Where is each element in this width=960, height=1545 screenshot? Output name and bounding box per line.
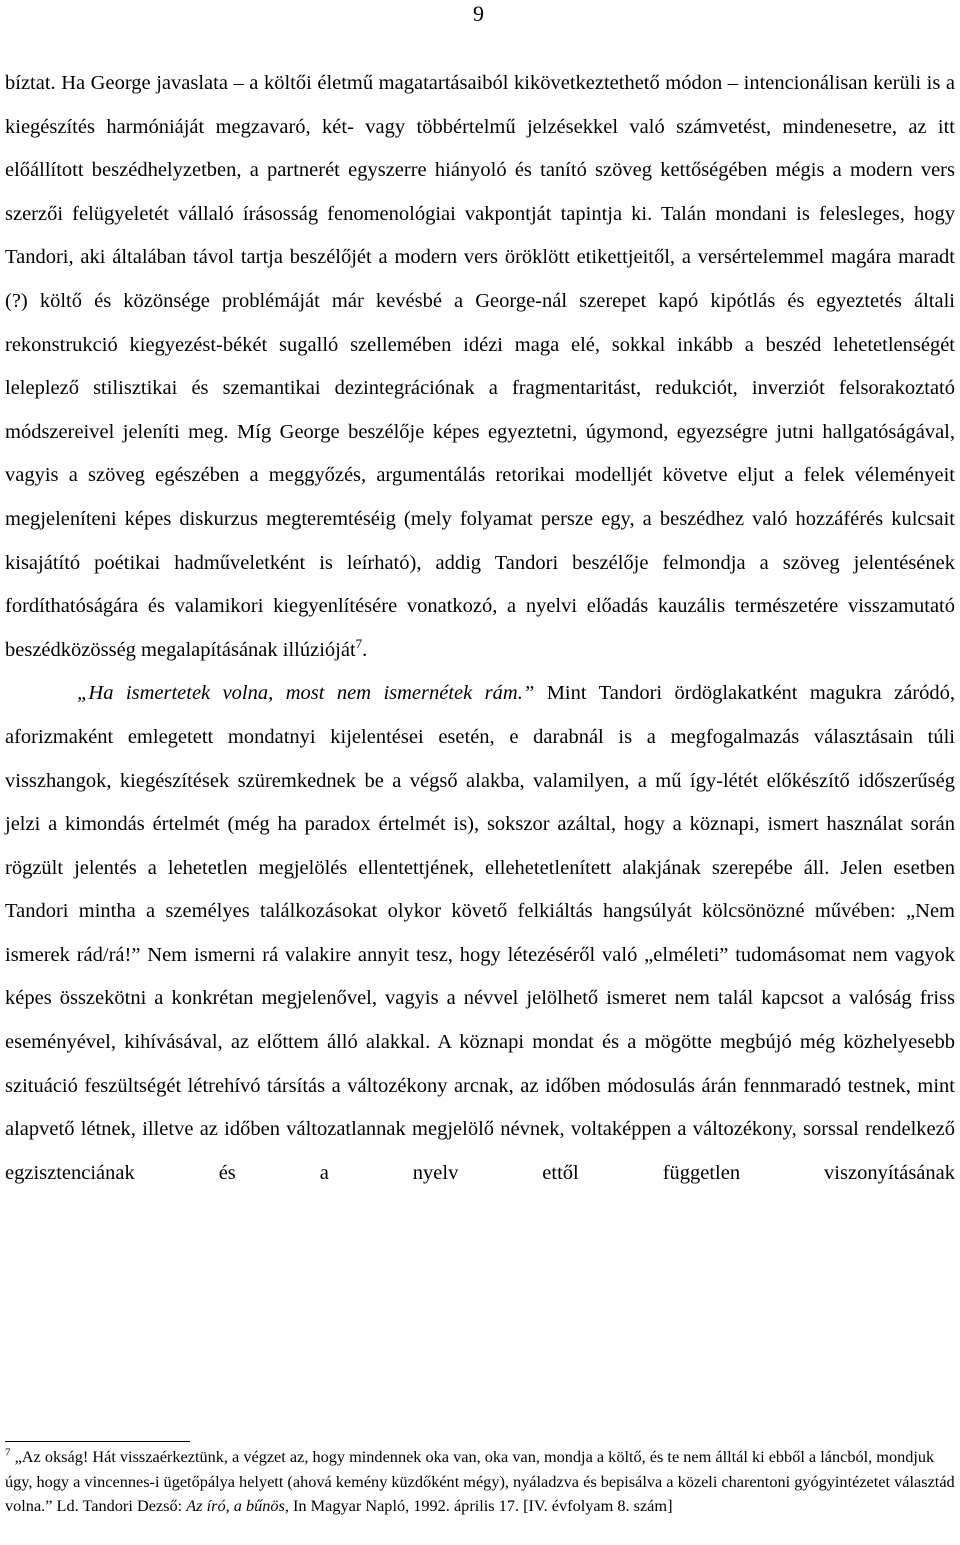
footnote-divider xyxy=(5,1441,190,1442)
quoted-line: „Ha ismertetek volna, most nem ismernétek rám.” xyxy=(77,682,535,705)
main-text xyxy=(5,62,955,1195)
paragraph-2-text: Mint Tandori ördöglakatként magukra záródó, aforizmaként emlegetett mondatnyi kijelentései esetén, e darabnál is a megfogalmazás választásain túli visszhangok, kiegészítések szüremkednek be a végső alakba, valamilyen, a mű így-létét előkészítő időszerűség jelzi a kimondás értelmét (még ha paradox értelmét is), sokszor azáltal, hogy a köznapi, ismert használat során rögzült jelentés a lehetetlen megjelölés ellentettjének, ellehetetlenített alakjának szerepébe áll. Jelen esetben Tandori mintha a személyes találkozásokat olykor követő felkiáltás hangsúlyát kölcsönözné művében: „Nem ismerek rád/rá!” Nem ismerni rá valakire annyit tesz, hogy létezéséről való „elméleti” tudomásomat nem vagyok képes összekötni a konkrétan megjelenővel, vagyis a névvel jelölhető ismeret nem talál kapcsot a valóság friss eseményével, kihívásával, az előttem álló alakkal. A köznapi mondat és a mögötte megbújó még közhelyesebb szituáció feszültségét létrehívó társítás a változékony arcnak, az időben módosulás árán fennmaradó testnek, mint alapvető létnek, illetve az időben változatlannak megjelölő névnek, voltaképpen a változékony, sorssal rendelkező egzisztenciának és a nyelv ettől független viszonyításának xyxy=(5,682,955,1184)
footnote-number: 7 xyxy=(5,1446,11,1459)
footnote-7 xyxy=(5,1445,955,1519)
footnote-citation: , In Magyar Napló, 1992. április 17. [IV. évfolyam 8. szám] xyxy=(284,1496,673,1515)
page-number: 9 xyxy=(473,1,484,26)
footnote-text: „Az okság! Hát visszaérkeztünk, a végzet az, hogy mindennek oka van, oka van, mondja a költő, és te nem álltál ki ebből a láncból, mondjuk úgy, hogy a vincennes-i ügetőpálya helyett (ahová kemény küzdőként mégy), nyáladzva és bepisálva a közeli charentoni gyógyintézetet választád volna.” Ld. Tandori Dezső: xyxy=(5,1447,955,1515)
paragraph-1-text: bíztat. Ha George javaslata – a költői életmű magatartásaiból kikövetkeztethető módon – intencionálisan kerüli is a kiegészítés harmóniáját megzavaró, két- vagy többértelmű jelzésekkel való számvetést, mindenesetre, az itt előállított beszédhelyzetben, a partnerét egyszerre hiányoló és tanító szöveg kettőségében mégis a modern vers szerzői felügyeletét vállaló írásosság fenomenológiai vakpontját tapintja ki. Talán mondani is felesleges, hogy Tandori, aki általában távol tartja beszélőjét a modern vers öröklött etikettjeitől, a versértelemmel magára maradt (?) költő és közönsége problémáját már kevésbé a George-nál szerepet kapó kipótlás és egyeztetés általi rekonstrukció kiegyezést-békét sugalló szellemében idézi maga elé, sokkal inkább a beszéd lehetetlenségét leleplező stilisztikai és szemantikai dezintegrációnak a fragmentaritást, redukciót, inverziót felsorakoztató módszereivel jeleníti meg. Míg George beszélője képes egyeztetni, úgymond, egyezségre jutni hallgatóságával, vagyis a szöveg egészében a meggyőzés, argumentálás retorikai modelljét követve eljut a felek véleményeit megjeleníteni képes diskurzus megteremtéséig (mely folyamat persze egy, a beszédhez való hozzáférés kulcsait kisajátító poétikai hadműveletként is leírható), addig Tandori beszélője felmondja a szöveg jelentésének fordíthatóságára és valamikori kiegyenlítésére vonatkozó, a nyelvi előadás kauzális természetére visszamutató beszédközösség megalapításának illúzióját xyxy=(5,72,955,661)
paragraph-1-end: . xyxy=(362,638,368,661)
footnotes xyxy=(5,1445,955,1519)
footnote-cited-title: Az író, a bűnös xyxy=(186,1496,285,1515)
footnote-reference[interactable]: 7 xyxy=(355,635,363,651)
paragraph-2 xyxy=(5,672,955,1195)
paragraph-1 xyxy=(5,62,955,672)
